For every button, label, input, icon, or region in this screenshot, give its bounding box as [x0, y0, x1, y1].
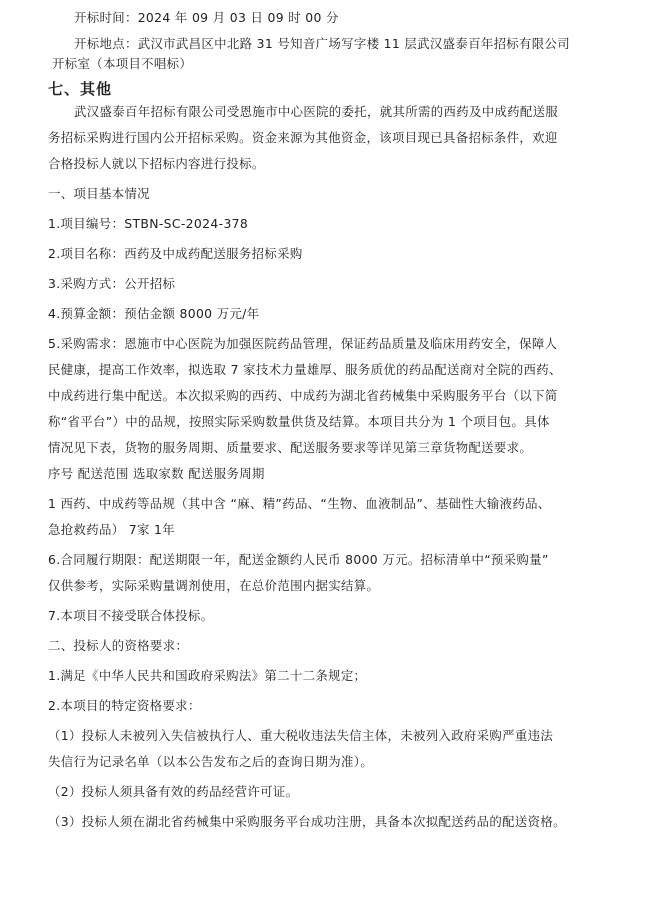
table-header: 序号 配送范围 选取家数 配送服务周期 [48, 466, 265, 481]
procurement-method: 3.采购方式：公开招标 [48, 276, 176, 291]
open-time: 开标时间：2024 年 09 月 03 日 09 时 00 分 [74, 10, 339, 25]
table-row-continued: 急抢救药品） 7家 1年 [48, 522, 175, 537]
intro-line: 合格投标人就以下招标内容进行投标。 [48, 156, 265, 171]
table-row: 1 西药、中成药等品规（其中含 “麻、精”药品、“生物、血液制品”、基础性大输液药品、 [48, 496, 551, 511]
section-seven-intro [48, 102, 601, 174]
sub-requirement-2: （2）投标人须具备有效的药品经营许可证。 [48, 784, 299, 799]
intro-line: 务招标采购进行国内公开招标采购。资金来源为其他资金，该项目现已具备招标条件，欢迎 [48, 130, 558, 145]
requirement-law: 1.满足《中华人民共和国政府采购法》第二十二条规定； [48, 668, 367, 683]
sub-requirement-1 [48, 726, 601, 772]
requirement-line: 民健康，提高工作效率，拟选取 7 家技术力量雄厚、服务质优的药品配送商对全院的西药、 [48, 362, 562, 377]
sub-requirement-3: （3）投标人须在湖北省药械集中采购服务平台成功注册，具备本次拟配送药品的配送资格。 [48, 814, 566, 829]
procurement-requirements [48, 334, 601, 458]
project-name: 2.项目名称：西药及中成药配送服务招标采购 [48, 246, 303, 261]
requirement-line: 5.采购需求：恩施市中心医院为加强医院药品管理，保证药品质量及临床用药安全，保障人 [48, 336, 558, 351]
part-two-title: 二、投标人的资格要求： [48, 638, 189, 653]
requirement-line: 称“省平台”）中的品规，按照实际采购数量供货及结算。本项目共分为 1 个项目包。具体 [48, 414, 550, 429]
contract-line: 仅供参考，实际采购量调剂使用，在总价范围内据实结算。 [48, 578, 380, 593]
open-place-line-2: 开标室（本项目不唱标） [52, 56, 193, 71]
sub-requirement-line: （1）投标人未被列入失信被执行人、重大税收违法失信主体，未被列入政府采购严重违法 [48, 728, 554, 743]
section-seven-title: 七、其他 [48, 80, 113, 98]
project-number: 1.项目编号：STBN-SC-2024-378 [48, 216, 249, 231]
budget-amount: 4.预算金额：预估金额 8000 万元/年 [48, 306, 260, 321]
requirement-line: 中成药进行集中配送。本次拟采购的西药、中成药为湖北省药械集中采购服务平台（以下简 [48, 388, 558, 403]
intro-line: 武汉盛泰百年招标有限公司受恩施市中心医院的委托，就其所需的西药及中成药配送服 [74, 104, 559, 119]
contract-line: 6.合同履行期限：配送期限一年，配送金额约人民币 8000 万元。招标清单中“预采购量” [48, 552, 549, 567]
requirement-line: 情况见下表，货物的服务周期、质量要求、配送服务要求等详见第三章货物配送要求。 [48, 440, 533, 455]
sub-requirement-line: 失信行为记录名单（以本公告发布之后的查询日期为准）。 [48, 754, 374, 769]
part-one-title: 一、项目基本情况 [48, 186, 150, 201]
contract-period [48, 550, 601, 596]
open-place-line-1: 开标地点：武汉市武昌区中北路 31 号知音广场写字楼 11 层武汉盛泰百年招标有限公司 [74, 36, 571, 51]
no-consortium: 7.本项目不接受联合体投标。 [48, 608, 214, 623]
specific-requirements: 2.本项目的特定资格要求： [48, 698, 201, 713]
